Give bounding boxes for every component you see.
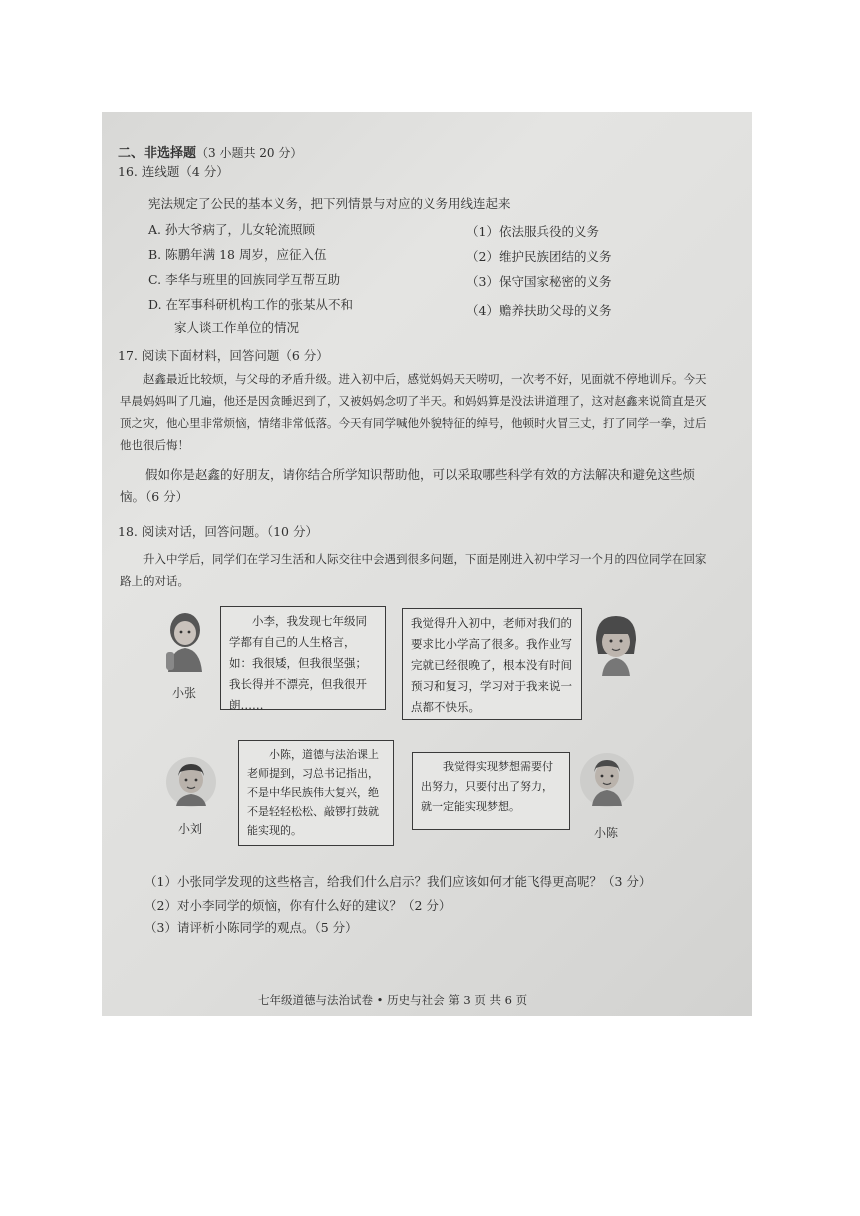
q17-question: 假如你是赵鑫的好朋友，请你结合所学知识帮助他，可以采取哪些科学有效的方法解决和避免这些烦恼。（6 分） xyxy=(120,467,696,504)
page-footer: 七年级道德与法治试卷 • 历史与社会 第 3 页 共 6 页 xyxy=(258,993,528,1007)
q16-option-a: A. 孙大爷病了，儿女轮流照顾 xyxy=(148,222,315,237)
bubble-chen: 我觉得实现梦想需要付出努力，只要付出了努力，就一定能实现梦想。 xyxy=(412,752,570,830)
q16-option-d-cont: 家人谈工作单位的情况 xyxy=(174,320,300,335)
name-label-liu: 小刘 xyxy=(178,822,203,836)
q16-duty-2: （2）维护民族团结的义务 xyxy=(466,249,612,264)
name-label-chen: 小陈 xyxy=(594,826,619,840)
q18-intro: 升入中学后，同学们在学习生活和人际交往中会遇到很多问题，下面是刚进入初中学习一个月的四位同学在回家路上的对话。 xyxy=(120,552,707,588)
exam-page xyxy=(102,112,752,1016)
q16-duty-3: （3）保守国家秘密的义务 xyxy=(466,274,612,289)
boy-avatar-icon xyxy=(164,752,218,814)
girl-avatar-icon xyxy=(158,608,212,674)
q16-option-c: C. 李华与班里的回族同学互帮互助 xyxy=(148,272,341,287)
q17-heading: 17. 阅读下面材料，回答问题（6 分） xyxy=(118,348,329,363)
q16-prompt: 宪法规定了公民的基本义务，把下列情景与对应的义务用线连起来 xyxy=(148,196,511,211)
q16-duty-1: （1）依法服兵役的义务 xyxy=(466,224,599,239)
q18-subquestion-3: （3）请评析小陈同学的观点。（5 分） xyxy=(144,920,358,935)
section-points: （3 小题共 20 分） xyxy=(196,146,303,160)
q16-option-d: D. 在军事科研机构工作的张某从不和 xyxy=(148,297,354,312)
q18-heading: 18. 阅读对话，回答问题。（10 分） xyxy=(118,524,318,539)
boy-2-avatar-icon xyxy=(576,748,638,812)
bubble-liu: 小陈，道德与法治课上老师提到，习总书记指出，不是中华民族伟大复兴，绝不是轻轻松松、敲锣打鼓就能实现的。 xyxy=(238,740,394,846)
q16-duty-4: （4）赡养扶助父母的义务 xyxy=(466,303,612,318)
short-hair-girl-avatar-icon xyxy=(588,610,644,676)
section-title xyxy=(118,142,302,161)
q17-material: 赵鑫最近比较烦，与父母的矛盾升级。进入初中后，感觉妈妈天天唠叨，一次考不好，见面就不停地训斥。今天早晨妈妈叫了几遍，他还是因贪睡迟到了，又被妈妈念叨了半天。和妈妈算是没法讲道理了，这对赵鑫来说简直是灭顶之灾，他心里非常烦恼，情绪非常低落。今天有同学喊他外貌特征的绰号，他顿时火冒三丈，打了同学一拳，过后他也很后悔！ xyxy=(120,372,707,452)
q18-subquestion-2: （2）对小李同学的烦恼，你有什么好的建议？（2 分） xyxy=(144,898,452,913)
section-title-text: 二、非选择题 xyxy=(118,146,197,161)
name-label-zhang: 小张 xyxy=(172,686,197,700)
q18-subquestion-1: （1）小张同学发现的这些格言，给我们什么启示？我们应该如何才能飞得更高呢？（3 分） xyxy=(144,874,652,889)
bubble-zhang: 小李，我发现七年级同学都有自己的人生格言，如：我很矮，但我很坚强；我长得并不漂亮，但我很开朗…… xyxy=(220,606,386,710)
bubble-li: 我觉得升入初中，老师对我们的要求比小学高了很多。我作业写完就已经很晚了，根本没有时间预习和复习，学习对于我来说一点都不快乐。 xyxy=(402,608,582,720)
q16-heading: 16. 连线题（4 分） xyxy=(118,164,229,179)
q16-option-b: B. 陈鹏年满 18 周岁，应征入伍 xyxy=(148,247,327,262)
